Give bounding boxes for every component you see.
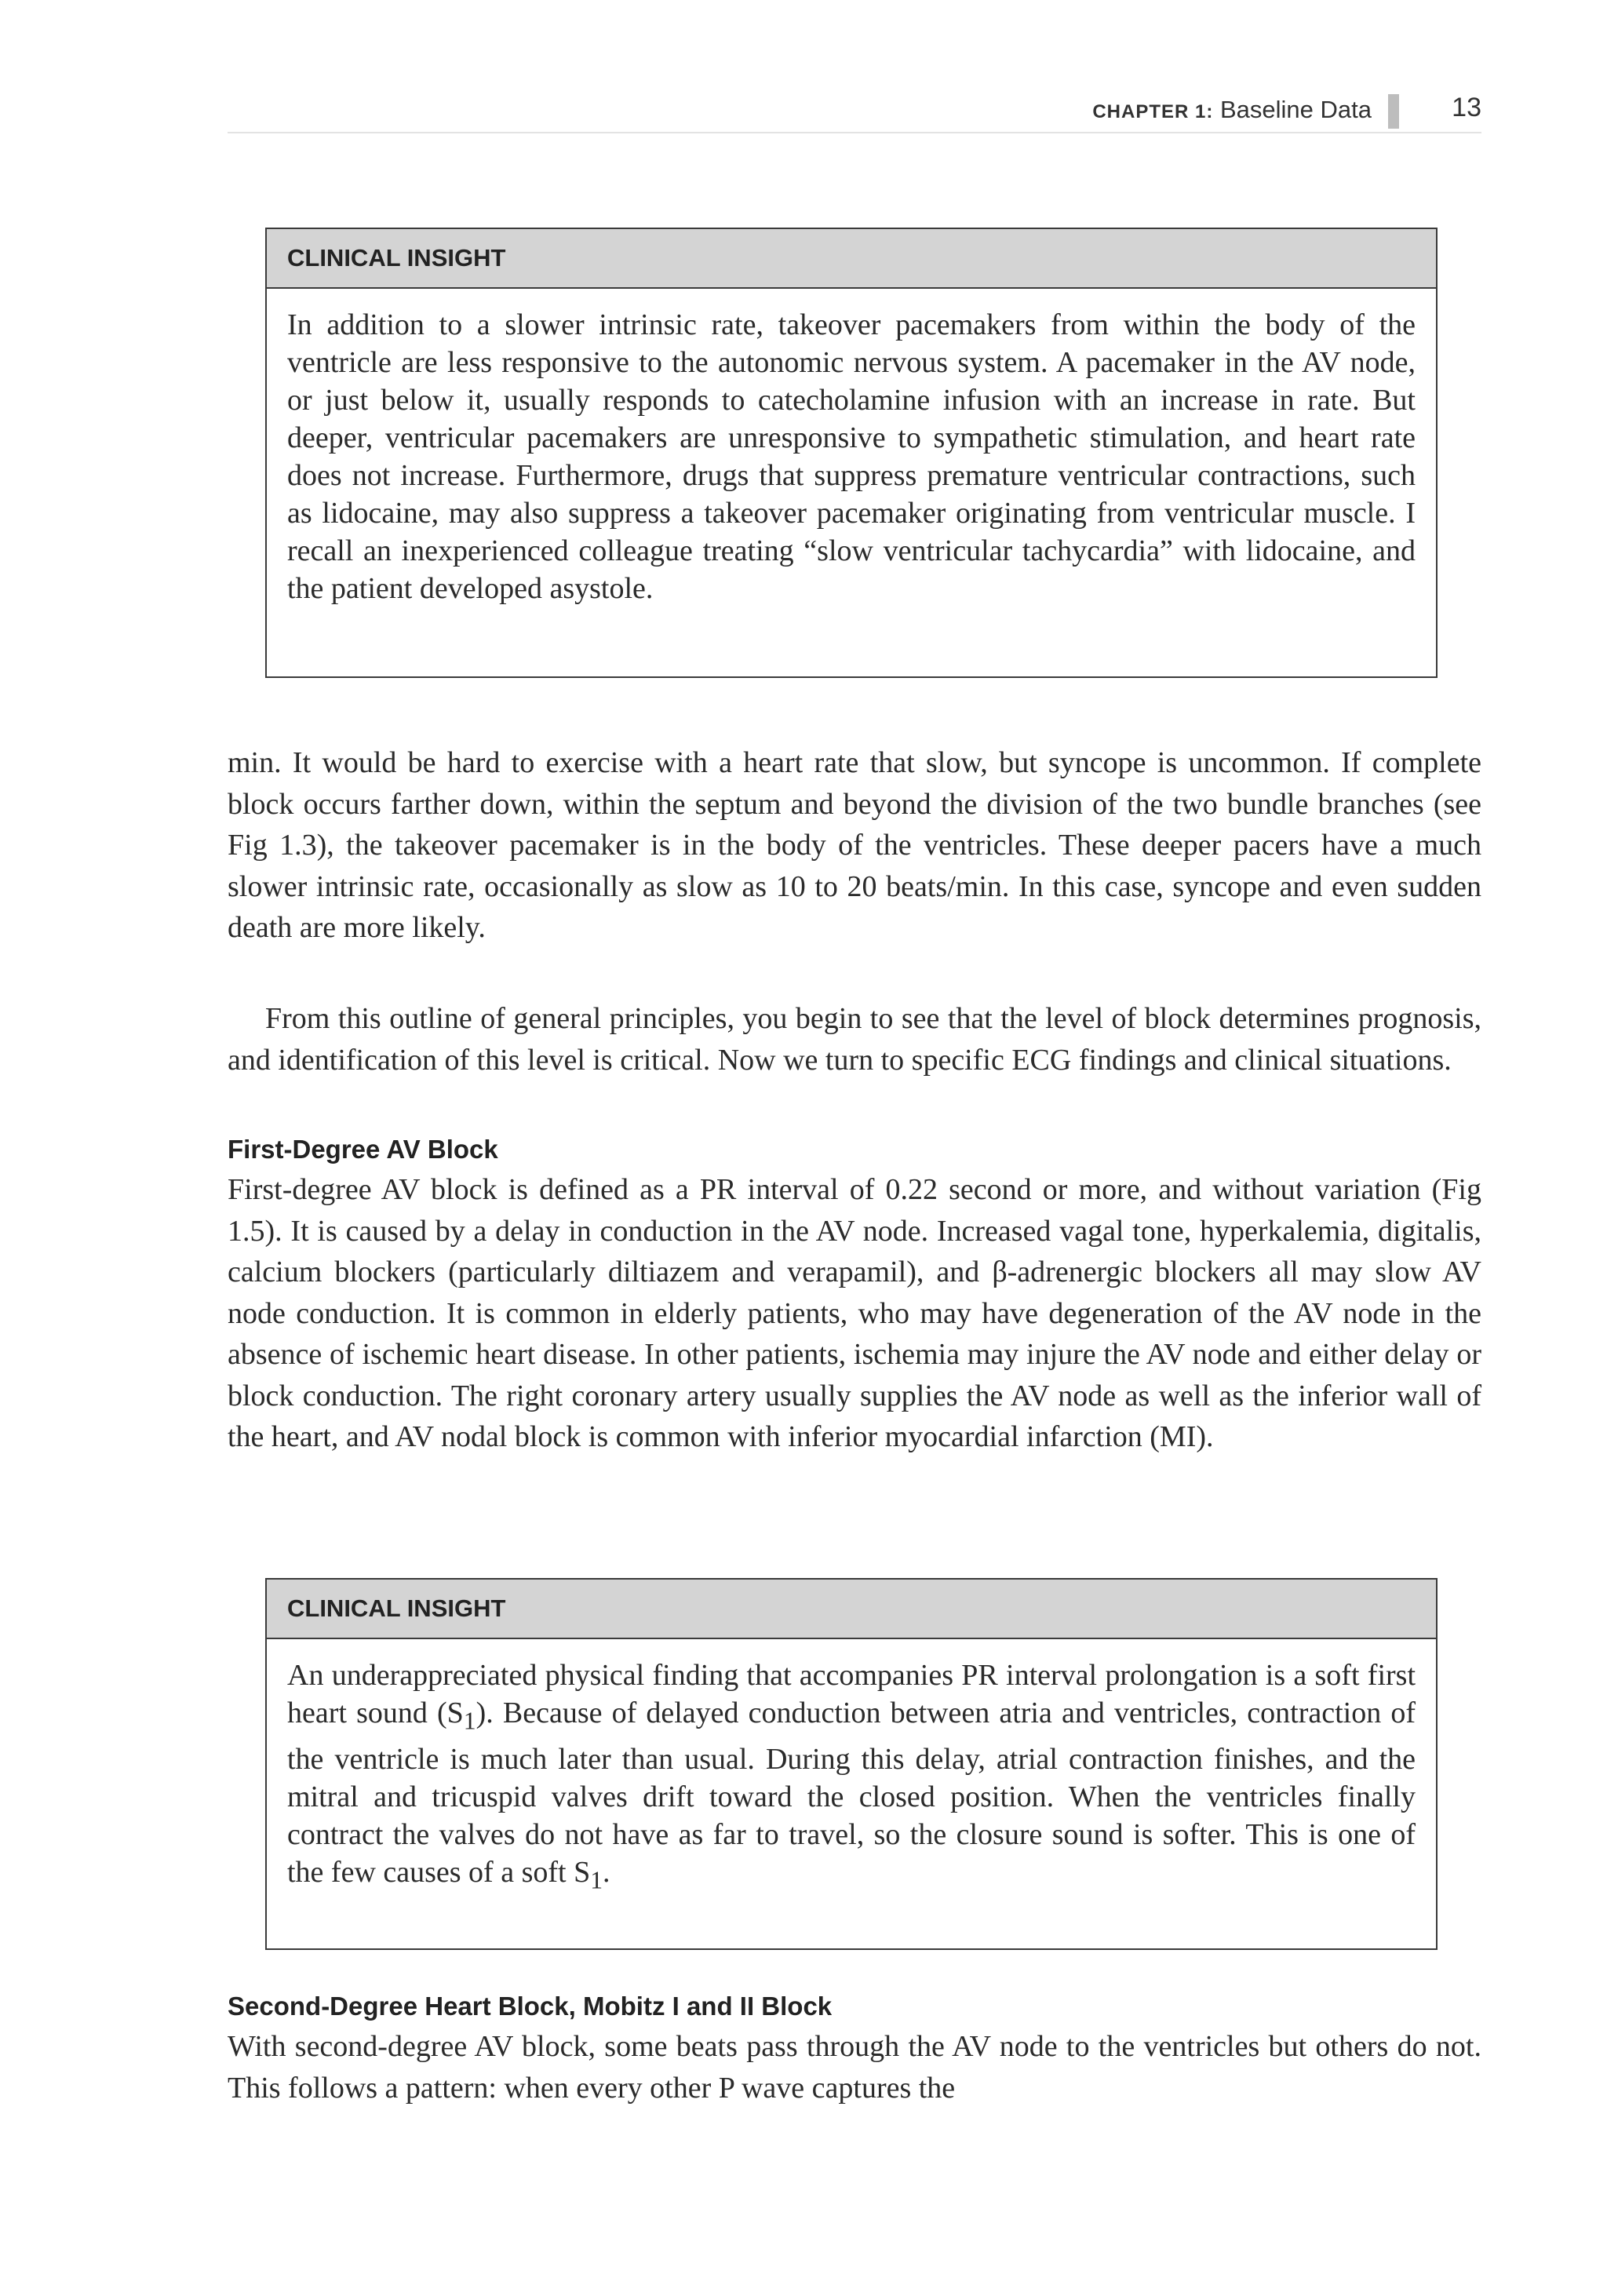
body-paragraph-2 [228, 998, 1481, 1081]
paragraph: First-degree AV block is defined as a PR interval of 0.22 second or more, and without variation (Fig 1.5). It is caused by a delay in conduction in the AV node. Increased vagal tone, hyperkalemia, digitalis, calcium blockers (particularly diltiazem and verapamil), and β-adrenergic blockers all may slow AV node conduction. It is common in elderly patients, who may have degeneration of the AV node in the absence of ischemic heart disease. In other patients, ischemia may injure the AV node and either delay or block conduction. The right coronary artery usually supplies the AV node as well as the inferior wall of the heart, and AV nodal block is common with inferior myocardial infarction (MI). [228, 1173, 1481, 1453]
section-heading: First-Degree AV Block [228, 1135, 498, 1164]
insight-text-part: An underappreciated physical finding that accompanies PR interval prolongation is a soft first heart sound (S [287, 1659, 1416, 1729]
second-degree-section [228, 1987, 1481, 2108]
chapter-name: Baseline Data [1219, 96, 1372, 123]
insight-text-part: ). Because of delayed conduction between atria and ventricles, contraction of the ventricle is much later than usual. During this delay, atrial contraction finishes, and the mitral and tricuspid valves drift toward the closed position. When the ventricles finally contract the valves do not have as far to travel, so the closure sound is softer. This is one of the few causes of a soft S [287, 1696, 1416, 1889]
body-paragraph-1 [228, 742, 1481, 949]
clinical-insight-box-2 [265, 1578, 1438, 1950]
first-degree-section [228, 1130, 1481, 1458]
running-header [228, 85, 1481, 133]
page-number: 13 [1452, 93, 1481, 122]
subscript: 1 [463, 1707, 476, 1735]
subscript: 1 [590, 1866, 603, 1894]
chapter-title [1092, 96, 1372, 124]
insight-text [267, 1639, 1436, 1916]
paragraph: min. It would be hard to exercise with a heart rate that slow, but syncope is uncommon. If complete block occurs farther down, within the septum and beyond the division of the two bundle branches (see Fig 1.3), the takeover pacemaker is in the body of the ventricles. These deeper pacers have a much slower intrinsic rate, occasionally as slow as 10 to 20 beats/min. In this case, syncope and even sudden death are more likely. [228, 746, 1481, 944]
insight-heading: CLINICAL INSIGHT [267, 229, 1436, 289]
section-heading: Second-Degree Heart Block, Mobitz I and II Block [228, 1992, 833, 2021]
paragraph: From this outline of general principles, you begin to see that the level of block determines prognosis, and identification of this level is critical. Now we turn to specific ECG findings and clinical situations. [228, 1002, 1481, 1077]
insight-heading: CLINICAL INSIGHT [267, 1580, 1436, 1639]
paragraph: With second-degree AV block, some beats pass through the AV node to the ventricles but others do not. This follows a pattern: when every other P wave captures the [228, 2030, 1481, 2105]
header-bar [1388, 94, 1399, 129]
chapter-label: CHAPTER 1: [1092, 101, 1214, 122]
insight-text: In addition to a slower intrinsic rate, takeover pacemakers from within the body of the ventricle are less responsive to the autonomic nervous system. A pacemaker in the AV node, or just below it, usually responds to catecholamine infusion with an increase in rate. But deeper, ventricular pacemakers are unresponsive to sympathetic stimulation, and heart rate does not increase. Furthermore, drugs that suppress premature ventricular contractions, such as lidocaine, may also suppress a takeover pacemaker originating from ventricular muscle. I recall an inexperienced colleague treating “slow ventricular tachycardia” with lidocaine, and the patient developed asystole. [287, 308, 1416, 605]
clinical-insight-box-1 [265, 228, 1438, 678]
insight-text-part: . [603, 1855, 610, 1889]
